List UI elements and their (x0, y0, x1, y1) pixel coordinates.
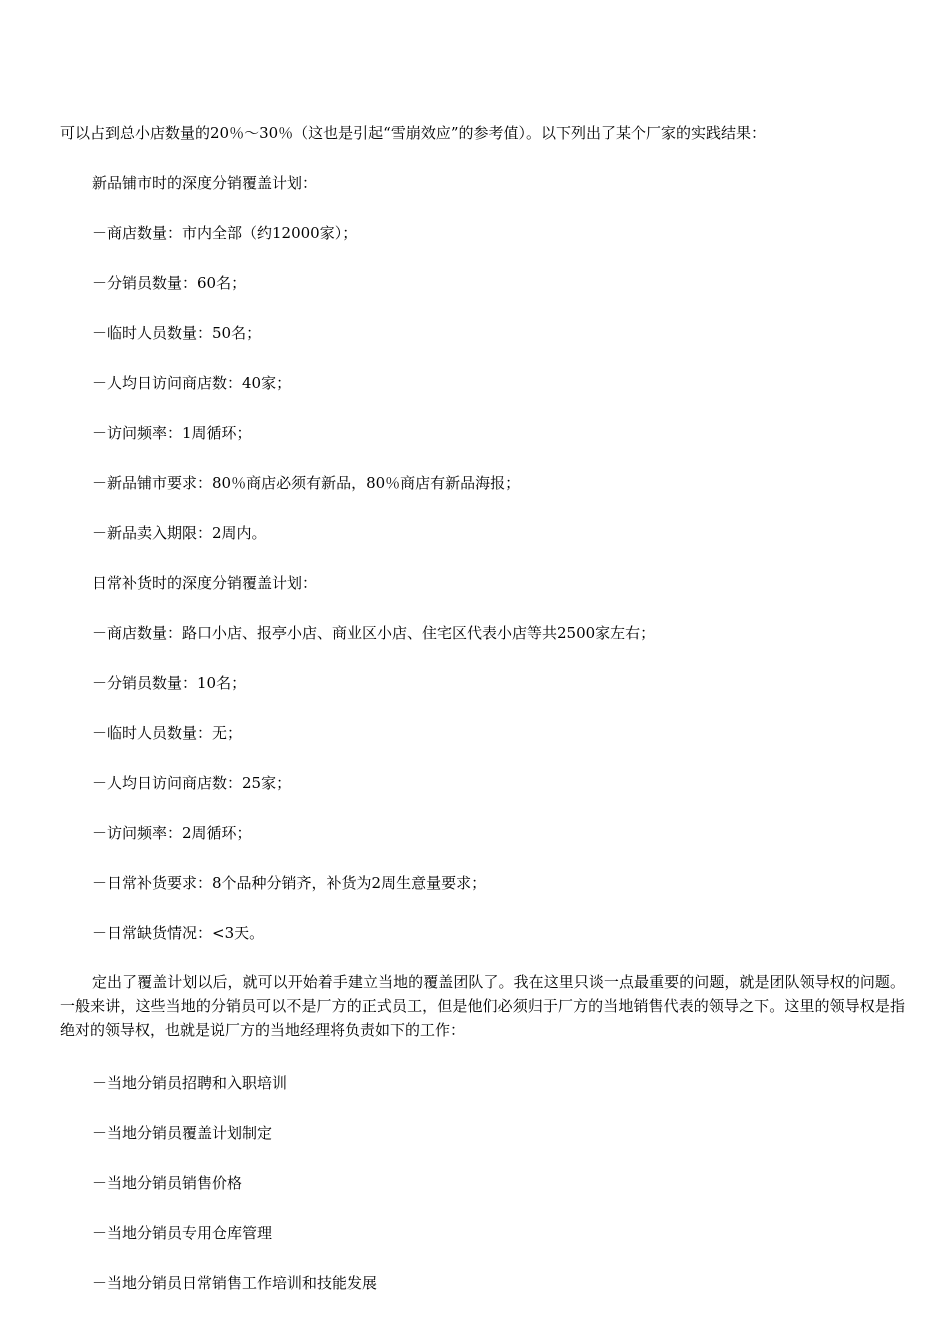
list-item-temp-staff-count: －临时人员数量：无； (92, 724, 243, 742)
list-item-training: －当地分销员日常销售工作培训和技能发展 (92, 1274, 378, 1292)
list-item-store-count: －商店数量：市内全部（约12000家）； (92, 224, 358, 242)
list-item-daily-visits: －人均日访问商店数：25家； (92, 774, 292, 792)
list-item-visit-frequency: －访问频率：1周循环； (92, 424, 252, 442)
list-item-coverage-planning: －当地分销员覆盖计划制定 (92, 1124, 273, 1142)
heading-replenishment-plan: 日常补货时的深度分销覆盖计划： (92, 574, 318, 592)
list-item-recruiting: －当地分销员招聘和入职培训 (92, 1074, 288, 1092)
list-item-stockout: －日常缺货情况：<3天。 (92, 924, 265, 942)
list-item-warehouse: －当地分销员专用仓库管理 (92, 1224, 273, 1242)
list-item-launch-requirement: －新品铺市要求：80％商店必须有新品，80％商店有新品海报； (92, 474, 521, 492)
list-item-daily-visits: －人均日访问商店数：40家； (92, 374, 292, 392)
list-item-distributor-count: －分销员数量：10名； (92, 674, 247, 692)
paragraph-intro-continued: 可以占到总小店数量的20％～30％（这也是引起“雪崩效应”的参考值）。以下列出了某个厂家的实践结果： (60, 124, 767, 142)
list-item-temp-staff-count: －临时人员数量：50名； (92, 324, 262, 342)
heading-new-product-plan: 新品铺市时的深度分销覆盖计划： (92, 174, 318, 192)
list-item-distributor-count: －分销员数量：60名； (92, 274, 247, 292)
list-item-replenishment-requirement: －日常补货要求：8个品种分销齐，补货为2周生意量要求； (92, 874, 487, 892)
list-item-store-count: －商店数量：路口小店、报亭小店、商业区小店、住宅区代表小店等共2500家左右； (92, 624, 656, 642)
list-item-sales-price: －当地分销员销售价格 (92, 1174, 243, 1192)
list-item-sell-in-deadline: －新品卖入期限：2周内。 (92, 524, 267, 542)
list-item-visit-frequency: －访问频率：2周循环； (92, 824, 252, 842)
paragraph-team-leadership: 定出了覆盖计划以后，就可以开始着手建立当地的覆盖团队了。我在这里只谈一点最重要的问题，就是团队领导权的问题。一般来讲，这些当地的分销员可以不是厂方的正式员工，但是他们必须归于厂方的当地销售代表的领导之下。这里的领导权是指绝对的领导权，也就是说厂方的当地经理将负责如下的工作： (60, 973, 905, 1039)
